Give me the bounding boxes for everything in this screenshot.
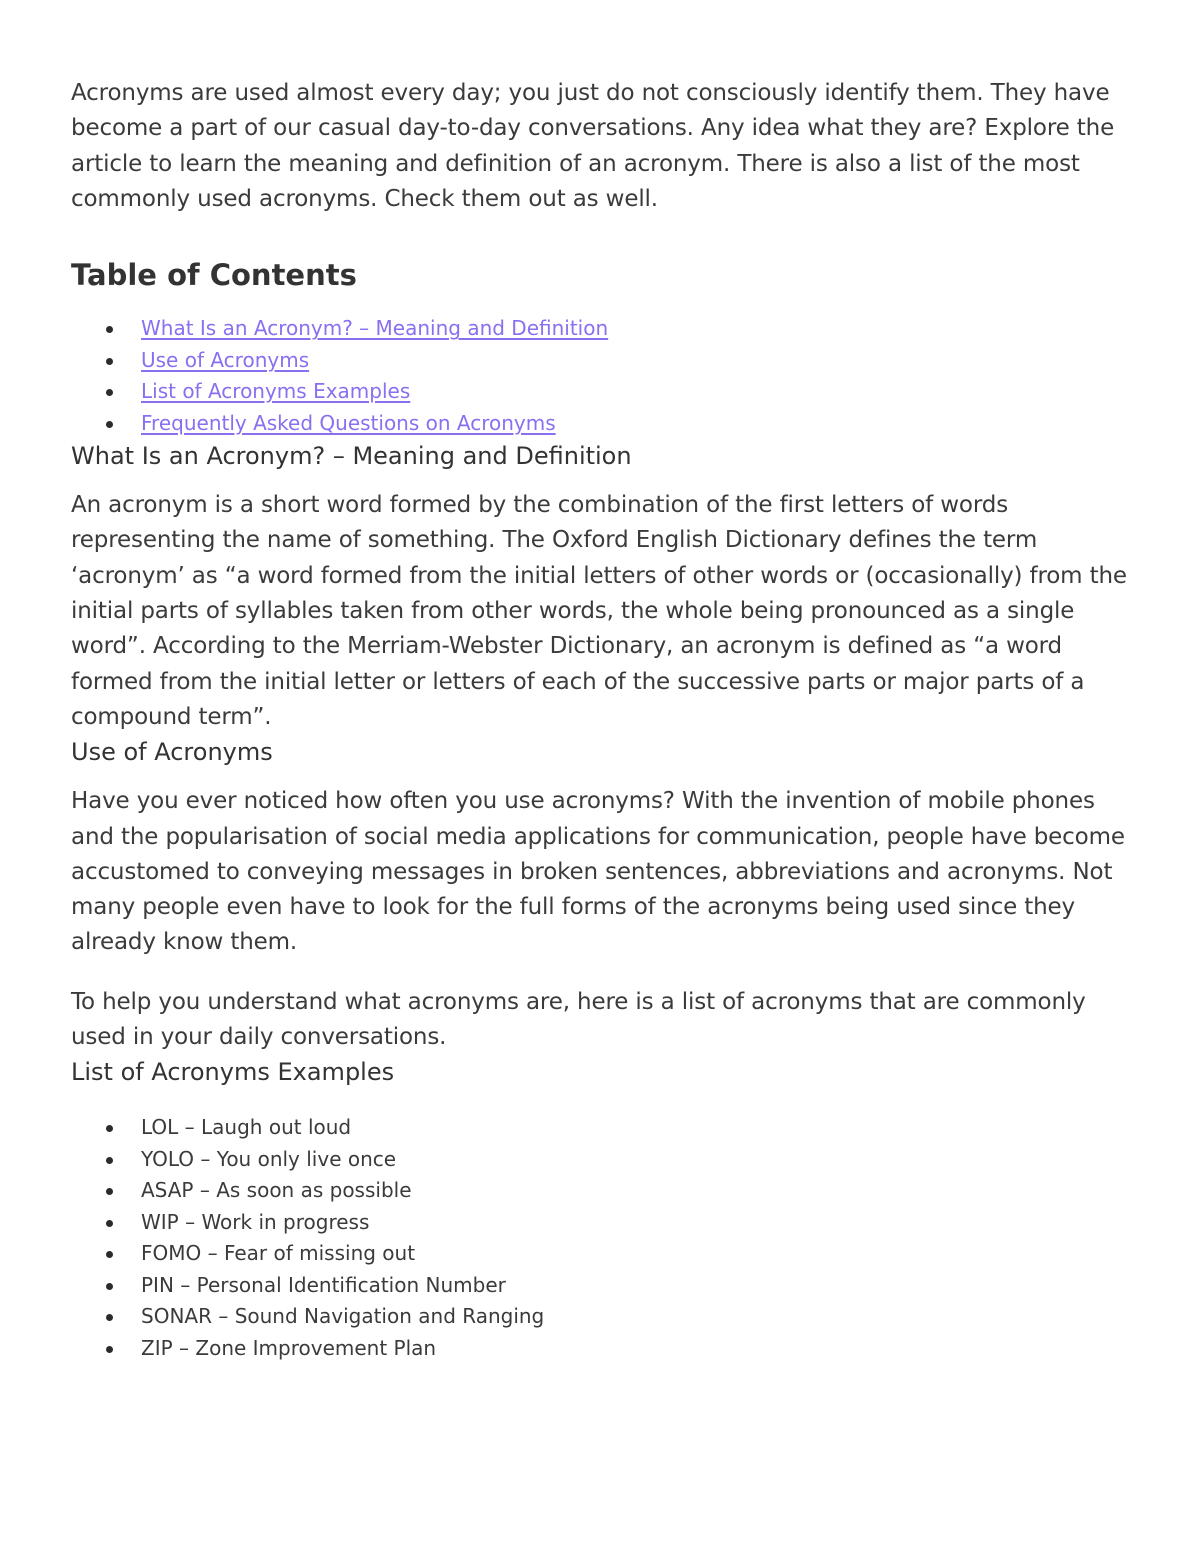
section-heading-meaning-definition: What Is an Acronym? – Meaning and Definition: [71, 442, 632, 471]
list-item: YOLO – You only live once: [71, 1144, 1132, 1176]
list-item: WIP – Work in progress: [71, 1207, 1132, 1239]
toc-link-acronym-examples[interactable]: List of Acronyms Examples: [141, 379, 411, 404]
list-item: ASAP – As soon as possible: [71, 1175, 1132, 1207]
use-paragraph: Have you ever noticed how often you use acronyms? With the invention of mobile phones and the popularisation of social media applications for communication, people have become accustomed to conveying messages in broken sentences, abbreviations and acronyms. Not many people even have to look for the full forms of the acronyms being used since they already know them.: [71, 788, 1125, 956]
toc-item: [71, 376, 1132, 408]
toc-title: Table of Contents: [71, 258, 357, 293]
intro-paragraph: Acronyms are used almost every day; you just do not consciously identify them. They have become a part of our casual day-to-day conversations. Any idea what they are? Explore the article to learn the meaning and definition of an acronym. There is also a list of the most commonly used acronyms. Check them out as well.: [71, 80, 1115, 212]
definition-paragraph: An acronym is a short word formed by the combination of the first letters of words representing the name of something. The Oxford English Dictionary defines the term ‘acronym’ as “a word formed from the initial letters of other words or (occasionally) from the initial parts of syllables taken from other words, the whole being pronounced as a single word”. According to the Merriam-Webster Dictionary, an acronym is defined as “a word formed from the initial letter or letters of each of the successive parts or major parts of a compound term”.: [71, 492, 1127, 730]
section-heading-acronym-examples: List of Acronyms Examples: [71, 1058, 395, 1087]
list-item: LOL – Laugh out loud: [71, 1112, 1132, 1144]
toc-list: [71, 313, 1132, 439]
list-item: PIN – Personal Identification Number: [71, 1270, 1132, 1302]
toc-link-meaning-definition[interactable]: What Is an Acronym? – Meaning and Definition: [141, 316, 609, 341]
acronym-examples-list: [71, 1112, 1132, 1364]
section-heading-use-of-acronyms: Use of Acronyms: [71, 738, 273, 767]
toc-item: [71, 345, 1132, 377]
list-item: FOMO – Fear of missing out: [71, 1238, 1132, 1270]
list-intro-paragraph: To help you understand what acronyms are, here is a list of acronyms that are commonly used in your daily conversations.: [71, 988, 1086, 1051]
toc-item: [71, 313, 1132, 345]
toc-link-use-of-acronyms[interactable]: Use of Acronyms: [141, 347, 310, 372]
toc-link-faq[interactable]: Frequently Asked Questions on Acronyms: [141, 410, 556, 435]
toc-item: [71, 408, 1132, 440]
list-item: SONAR – Sound Navigation and Ranging: [71, 1301, 1132, 1333]
list-item: ZIP – Zone Improvement Plan: [71, 1333, 1132, 1365]
